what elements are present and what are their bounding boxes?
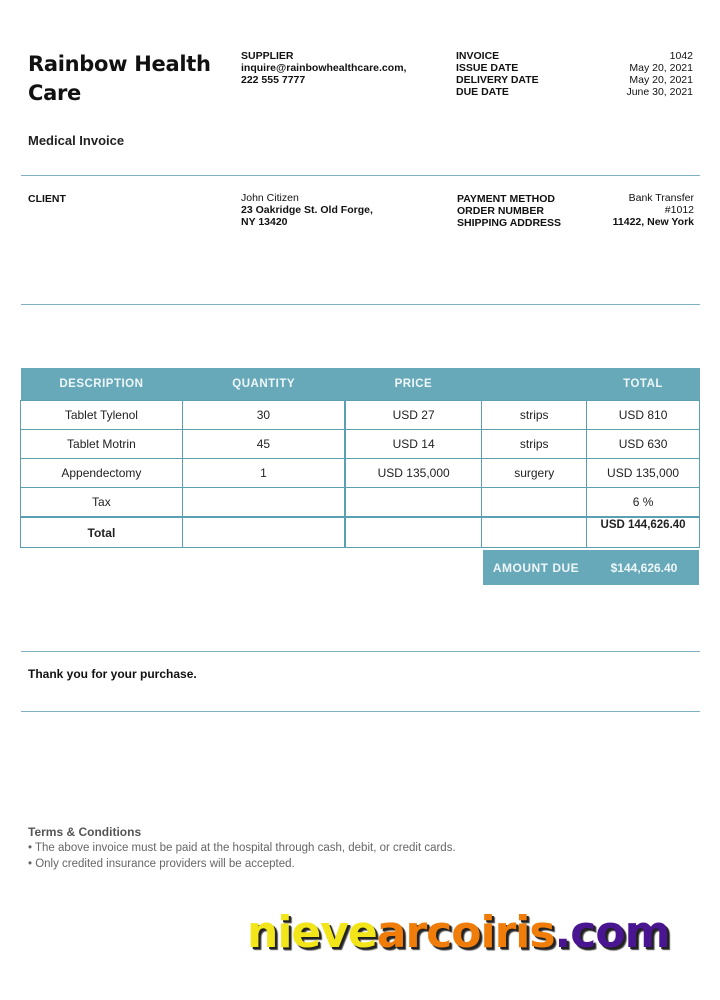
tax-row: [21, 488, 700, 518]
amount-due-value: $144,626.40: [610, 560, 678, 575]
tax-label: Tax: [21, 488, 183, 518]
empty-cell: [482, 488, 587, 518]
cell-unit: surgery: [482, 459, 587, 488]
invoice-detail-labels: [456, 50, 539, 98]
cell-price: USD 27: [345, 401, 482, 430]
divider: [21, 175, 700, 176]
cell-unit: strips: [482, 401, 587, 430]
cell-total: USD 810: [587, 401, 700, 430]
table-row: [21, 401, 700, 430]
watermark-part-nieve: nieve: [247, 907, 377, 958]
terms-and-conditions: [28, 824, 456, 872]
empty-cell: [345, 517, 482, 548]
supplier-block: [241, 50, 406, 86]
due-date-value: June 30, 2021: [626, 86, 693, 98]
cell-quantity: 45: [182, 430, 345, 459]
cell-price: USD 14: [345, 430, 482, 459]
divider: [21, 304, 700, 305]
empty-cell: [345, 488, 482, 518]
total-label: Total: [21, 517, 183, 548]
line-items-table: [20, 368, 700, 548]
cell-quantity: 30: [182, 401, 345, 430]
terms-item: • Only credited insurance providers will be accepted.: [28, 858, 295, 870]
divider: [21, 651, 700, 652]
table-header-row: [21, 368, 700, 401]
empty-cell: [482, 517, 587, 548]
payment-detail-values: [560, 192, 694, 228]
supplier-label: SUPPLIER: [241, 50, 294, 62]
cell-total: USD 135,000: [587, 459, 700, 488]
supplier-email: inquire@rainbowhealthcare.com,: [241, 62, 407, 74]
amount-due-label: AMOUNT DUE: [492, 560, 580, 575]
payment-method-value: Bank Transfer: [628, 192, 694, 204]
column-header-unit: [482, 368, 587, 401]
client-name: John Citizen: [241, 192, 299, 204]
column-header-total: TOTAL: [587, 368, 700, 401]
due-date-label: DUE DATE: [456, 86, 509, 98]
watermark-logo: [247, 905, 669, 961]
table-row: [21, 459, 700, 488]
total-value: USD 144,626.40: [587, 517, 700, 548]
terms-title: Terms & Conditions: [28, 825, 142, 839]
divider: [21, 711, 700, 712]
cell-description: Tablet Tylenol: [21, 401, 183, 430]
document-subtitle: Medical Invoice: [28, 133, 125, 148]
amount-due-box: [483, 550, 699, 585]
empty-cell: [182, 488, 345, 518]
invoice-number-label: INVOICE: [456, 50, 500, 62]
invoice-detail-values: [560, 50, 693, 98]
table-row: [21, 430, 700, 459]
cell-total: USD 630: [587, 430, 700, 459]
watermark-part-arcoiris: arcoiris: [376, 907, 555, 958]
client-address-line2: NY 13420: [241, 216, 288, 228]
order-number-value: #1012: [664, 204, 694, 216]
order-number-label: ORDER NUMBER: [457, 205, 544, 217]
terms-item: • The above invoice must be paid at the hospital through cash, debit, or credit cards.: [28, 842, 456, 854]
cell-quantity: 1: [182, 459, 345, 488]
column-header-price: PRICE: [345, 368, 482, 401]
total-row: [21, 517, 700, 548]
payment-method-label: PAYMENT METHOD: [457, 193, 556, 205]
empty-cell: [182, 517, 345, 548]
cell-description: Appendectomy: [21, 459, 183, 488]
shipping-address-value: 11422, New York: [612, 216, 694, 228]
cell-unit: strips: [482, 430, 587, 459]
watermark-part-com: .com: [554, 907, 670, 958]
payment-detail-labels: [457, 193, 561, 229]
company-name: Rainbow Health Care: [28, 52, 211, 105]
client-label: CLIENT: [28, 193, 66, 205]
client-info: [241, 192, 373, 228]
invoice-number-value: 1042: [669, 50, 693, 62]
client-address-line1: 23 Oakridge St. Old Forge,: [241, 204, 373, 216]
delivery-date-value: May 20, 2021: [629, 74, 693, 86]
issue-date-value: May 20, 2021: [629, 62, 693, 74]
cell-description: Tablet Motrin: [21, 430, 183, 459]
shipping-address-label: SHIPPING ADDRESS: [457, 217, 562, 229]
column-header-description: DESCRIPTION: [21, 368, 183, 401]
cell-price: USD 135,000: [345, 459, 482, 488]
column-header-quantity: QUANTITY: [182, 368, 345, 401]
tax-value: 6 %: [587, 488, 700, 518]
delivery-date-label: DELIVERY DATE: [456, 74, 539, 86]
issue-date-label: ISSUE DATE: [456, 62, 519, 74]
thank-you-message: Thank you for your purchase.: [28, 667, 197, 681]
supplier-phone: 222 555 7777: [241, 74, 306, 86]
